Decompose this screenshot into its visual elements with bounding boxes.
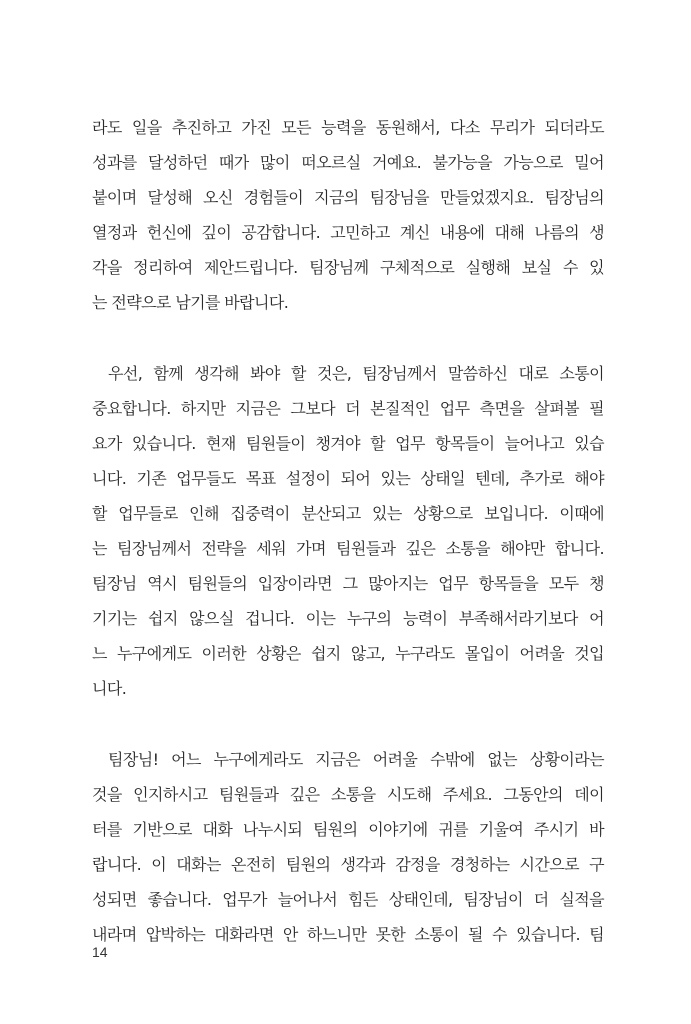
text-line: 열정과 헌신에 깊이 공감합니다. 고민하고 계신 내용에 대해 나름의 생 — [92, 223, 604, 242]
text-line: 니다. 기존 업무들도 목표 설정이 되어 있는 상태일 텐데, 추가로 해야 — [92, 469, 604, 488]
page-body — [92, 110, 604, 952]
paragraph-3 — [92, 742, 604, 952]
text-line: 내라며 압박하는 대화라면 안 하느니만 못한 소통이 될 수 있습니다. 팀 — [92, 925, 604, 944]
text-line: 팀장님! 어느 누구에게라도 지금은 어려울 수밖에 없는 상황이라는 — [108, 750, 604, 769]
text-line: 우선, 함께 생각해 봐야 할 것은, 팀장님께서 말씀하신 대로 소통이 — [108, 364, 604, 383]
text-line: 터를 기반으로 대화 나누시되 팀원의 이야기에 귀를 기울여 주시기 바 — [92, 820, 604, 839]
text-line: 라도 일을 추진하고 가진 모든 능력을 동원해서, 다소 무리가 되더라도 — [92, 118, 604, 137]
paragraph-gap — [92, 320, 604, 356]
text-line: 각을 정리하여 제안드립니다. 팀장님께 구체적으로 실행해 보실 수 있 — [92, 258, 604, 277]
text-line: 중요합니다. 하지만 지금은 그보다 더 본질적인 업무 측면을 살펴볼 필 — [92, 399, 604, 418]
text-line: 랍니다. 이 대화는 온전히 팀원의 생각과 감정을 경청하는 시간으로 구 — [92, 855, 604, 874]
text-line: 할 업무들로 인해 집중력이 분산되고 있는 상황으로 보입니다. 이때에 — [92, 504, 604, 523]
paragraph-1 — [92, 110, 604, 320]
text-line: 팀장님 역시 팀원들의 입장이라면 그 많아지는 업무 항목들을 모두 챙 — [92, 574, 604, 593]
text-line: 는 전략으로 남기를 바랍니다. — [92, 293, 289, 312]
text-line: 붙이며 달성해 오신 경험들이 지금의 팀장님을 만들었겠지요. 팀장님의 — [92, 188, 604, 207]
text-line: 느 누구에게도 이러한 상황은 쉽지 않고, 누구라도 몰입이 어려울 것입 — [92, 644, 604, 663]
text-line: 기기는 쉽지 않으실 겁니다. 이는 누구의 능력이 부족해서라기보다 어 — [92, 609, 604, 628]
paragraph-gap — [92, 706, 604, 742]
text-line: 니다. — [92, 679, 127, 698]
page-number: 14 — [92, 944, 108, 960]
text-line: 는 팀장님께서 전략을 세워 가며 팀원들과 깊은 소통을 해야만 합니다. — [92, 539, 604, 558]
text-line: 요가 있습니다. 현재 팀원들이 챙겨야 할 업무 항목들이 늘어나고 있습 — [92, 434, 604, 453]
paragraph-2 — [92, 356, 604, 706]
text-line: 것을 인지하시고 팀원들과 깊은 소통을 시도해 주세요. 그동안의 데이 — [92, 785, 604, 804]
text-line: 성과를 달성하던 때가 많이 떠오르실 거예요. 불가능을 가능으로 밀어 — [92, 153, 604, 172]
text-line: 성되면 좋습니다. 업무가 늘어나서 힘든 상태인데, 팀장님이 더 실적을 — [92, 890, 604, 909]
